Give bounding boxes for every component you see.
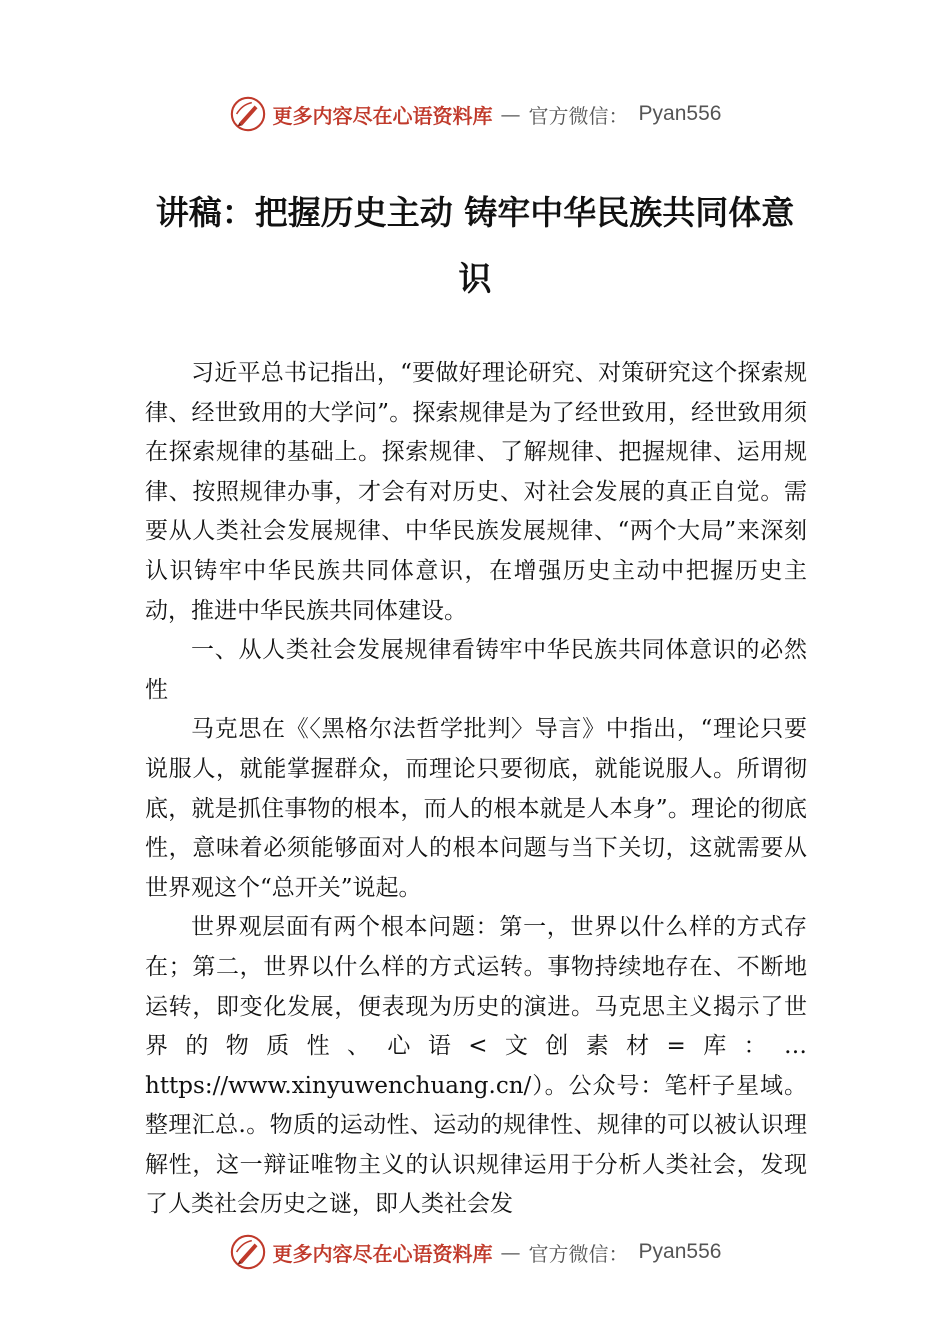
banner-content xyxy=(229,1233,722,1271)
banner-text: 更多内容尽在心语资料库 xyxy=(272,103,493,128)
document-body xyxy=(145,354,807,1225)
banner-wechat-id: Pyan556 xyxy=(638,102,722,125)
paragraph-marx: 马克思在《〈黑格尔法哲学批判〉导言》中指出，“理论只要说服人，就能掌握群众，而理论只要彻底，就能说服人。所谓彻底，就是抓住事物的根本，而人的根本就是人本身”。理论的彻底性，意味着必须能够面对人的根本问题与当下关切，这就需要从世界观这个“总开关”说起。 xyxy=(145,716,807,901)
paragraph-intro: 习近平总书记指出，“要做好理论研究、对策研究这个探索规律、经世致用的大学问”。探索规律是为了经世致用，经世致用须在探索规律的基础上。探索规律、了解规律、把握规律、运用规律、按照规律办事，才会有对历史、对社会发展的真正自觉。需要从人类社会发展规律、中华民族发展规律、“两个大局”来深刻认识铸牢中华民族共同体意识，在增强历史主动中把握历史主动，推进中华民族共同体建设。 xyxy=(145,360,807,624)
footer-banner xyxy=(0,1230,950,1274)
document-title: 讲稿：把握历史主动 铸牢中华民族共同体意识 xyxy=(155,193,795,298)
banner-content xyxy=(229,95,722,133)
section-heading-1: 一、从人类社会发展规律看铸牢中华民族共同体意识的必然性 xyxy=(145,637,807,703)
banner-wechat-label: 官方微信： xyxy=(528,103,629,128)
banner-separator: — xyxy=(500,102,521,126)
banner-separator: — xyxy=(500,1240,521,1264)
paragraph-worldview: 世界观层面有两个根本问题：第一，世界以什么样的方式存在；第二，世界以什么样的方式运转。事物持续地存在、不断地运转，即变化发展，便表现为历史的演进。马克思主义揭示了世界的物质性、心语<文创素材=库：…https://www.xinyuwenchuang.cn/）。公众号：笔杆子星域。整理汇总.。物质的运动性、运动的规律性、规律的可以被认识理解性，这一辩证唯物主义的认识规律运用于分析人类社会，发现了人类社会历史之谜，即人类社会发 xyxy=(145,914,807,1218)
banner-text: 更多内容尽在心语资料库 xyxy=(272,1241,493,1266)
pen-logo-icon xyxy=(229,95,267,133)
banner-wechat-id: Pyan556 xyxy=(638,1240,722,1263)
pen-logo-icon xyxy=(229,1233,267,1271)
banner-wechat-label: 官方微信： xyxy=(528,1241,629,1266)
header-banner xyxy=(0,92,950,136)
